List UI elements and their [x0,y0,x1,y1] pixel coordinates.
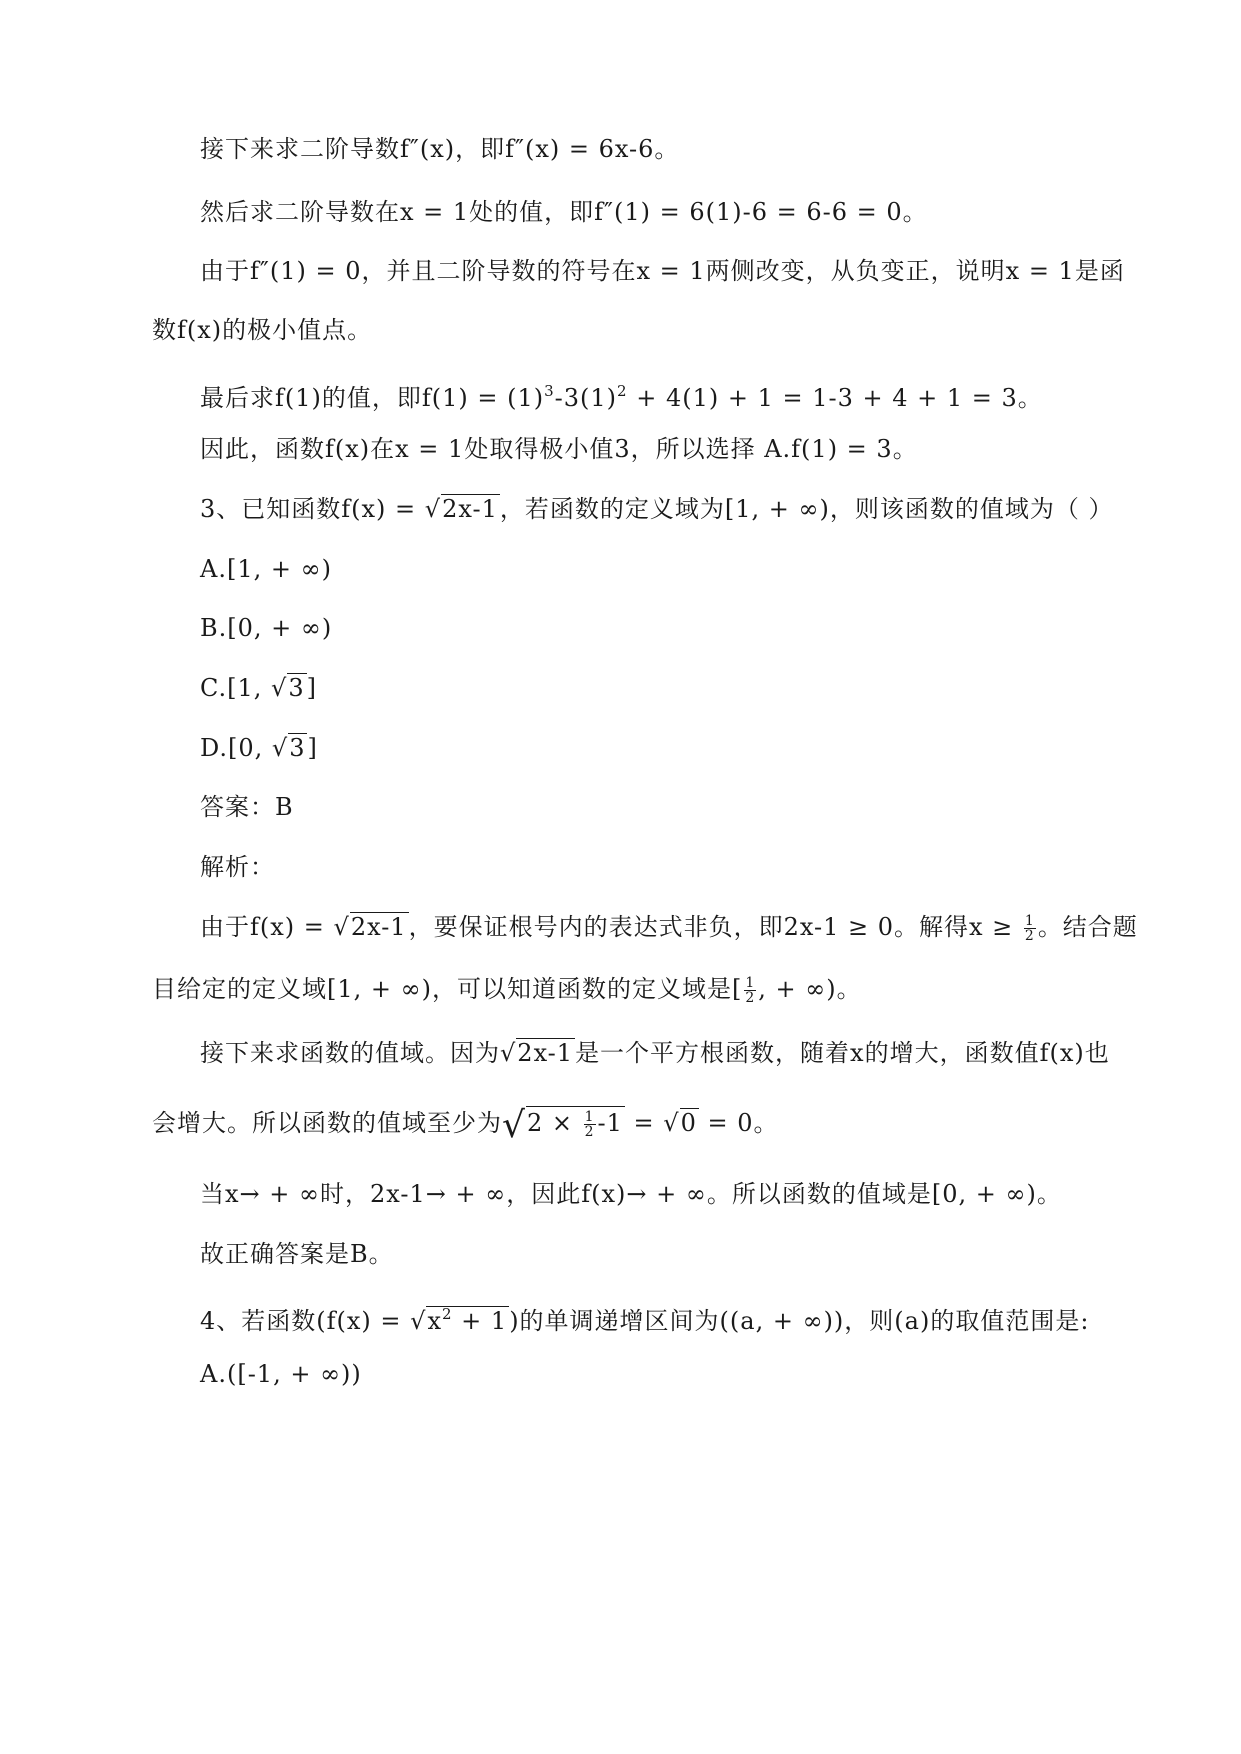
fraction [584,1110,596,1139]
text-run: + 4(1) + 1 = 1-3 + 4 + 1 = 3。 [627,384,1043,412]
text-run: 。结合题 [1037,913,1138,941]
radicand: 3 [289,734,306,762]
sqrt-expression: √2x-1 [333,913,407,941]
text-line: 因此，函数f(x)在x = 1处取得极小值3，所以选择 A.f(1) = 3。 [200,435,918,463]
text-run: + 1 [452,1307,508,1335]
question-4 [200,1297,1089,1338]
radicand [526,1106,625,1140]
sqrt-expression: √2x-1 [500,1039,574,1067]
denominator: 2 [745,990,756,1006]
radicand: 2x-1 [350,913,407,941]
radicand: 0 [680,1109,697,1137]
superscript: 2 [442,1305,453,1323]
sqrt-expression: √3 [271,734,306,762]
text-run: = 0。 [698,1109,779,1137]
text-run: ] [306,674,317,702]
text-run: 目给定的定义域[1, + ∞)，可以知道函数的定义域是[ [152,975,743,1003]
numerator: 1 [584,1109,595,1125]
text-run: 最后求f(1)的值，即f(1) = (1) [200,384,545,412]
text-run: -3(1) [554,384,618,412]
radicand: 3 [288,674,305,702]
text-run: ，要保证根号内的表达式非负，即2x-1 ≥ 0。解得x ≥ [408,913,1022,941]
denominator: 2 [584,1124,595,1140]
text-run: 2 × [526,1109,582,1137]
text-run: 会增大。所以函数的值域至少为 [152,1109,502,1137]
text-run: ，若函数的定义域为[1, + ∞)，则该函数的值域为（ ） [499,495,1114,523]
text-run: )的单调递增区间为((a, + ∞))，则(a)的取值范围是: [509,1307,1090,1335]
option-a: A.[1, + ∞) [200,555,332,583]
superscript: 2 [617,382,628,400]
text-line [200,910,1138,944]
text-run: ] [307,734,318,762]
radicand: 2x-1 [517,1039,574,1067]
answer-line: 答案：B [200,793,294,821]
fraction [744,976,756,1005]
sqrt-expression: √2 × $\frac{1}{2}$ -1 [502,1105,623,1146]
sqrt-expression: √0 [663,1109,697,1137]
radicand: 2x-1 [442,495,498,523]
text-line: 当x→ + ∞时，2x-1→ + ∞，因此f(x)→ + ∞。所以函数的值域是[0, + ∞)。 [200,1180,1062,1208]
text-run: x [427,1307,442,1335]
sqrt-expression: √3 [271,674,305,702]
denominator: 2 [1024,928,1035,944]
text-run: , + ∞)。 [758,975,862,1003]
superscript: 3 [544,382,555,400]
radicand [426,1306,509,1335]
text-run: -1 [597,1109,623,1137]
text-run: = [624,1109,664,1137]
numerator: 1 [745,975,756,991]
text-line: 由于f″(1) = 0，并且二阶导数的符号在x = 1两侧改变，从负变正，说明x = 1是函 [200,257,1125,285]
option-b: B.[0, + ∞) [200,614,333,642]
question-3 [200,492,1113,526]
sqrt-expression: $√x^2 + 1$ [410,1305,508,1335]
text-line: 数f(x)的极小值点。 [152,316,373,344]
text-line [200,374,1043,415]
numerator: 1 [1024,913,1035,929]
text-line: 故正确答案是B。 [200,1240,394,1268]
text-line [200,1036,1110,1070]
option-c [200,671,317,705]
option-d [200,731,318,765]
option-a: A.([-1, + ∞)) [200,1360,362,1388]
fraction [1024,914,1036,943]
text-run: 4、若函数(f(x) = [200,1307,411,1335]
text-run: 由于f(x) = [200,913,334,941]
text-run: D.[0, [200,734,272,762]
text-run: 3、已知函数f(x) = [200,495,425,523]
sqrt-expression: √2x-1 [424,495,498,523]
text-line [152,972,862,1006]
text-run: 接下来求函数的值域。因为 [200,1039,500,1067]
text-run: 是一个平方根函数，随着x的增大，函数值f(x)也 [575,1039,1110,1067]
text-line [152,1105,779,1146]
text-run: C.[1, [200,674,272,702]
analysis-heading: 解析： [200,853,275,881]
text-line: 接下来求二阶导数f″(x)，即f″(x) = 6x-6。 [200,135,680,163]
text-line: 然后求二阶导数在x = 1处的值，即f″(1) = 6(1)-6 = 6-6 = 0。 [200,198,928,226]
